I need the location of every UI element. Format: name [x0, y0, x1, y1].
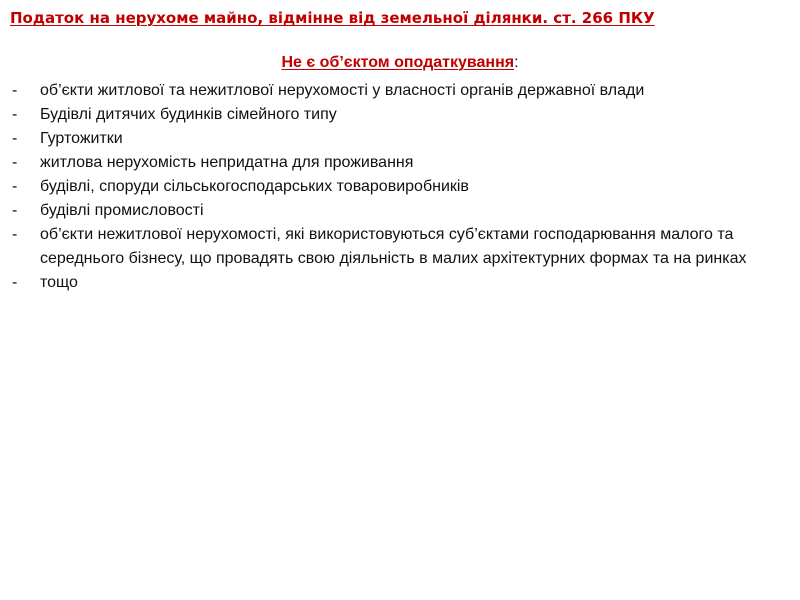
dash-bullet: -	[12, 202, 18, 219]
subtitle	[0, 53, 800, 73]
page-title: Податок на нерухоме майно, відмінне від земельної ділянки. ст. 266 ПКУ	[10, 9, 655, 27]
dash-bullet: -	[12, 274, 18, 291]
list-item-text: тощо	[40, 274, 78, 291]
list-item	[0, 79, 790, 103]
list-item	[0, 223, 790, 271]
list-item-text: будівлі, споруди сільськогосподарських товаровиробників	[40, 178, 469, 195]
list-item-text: будівлі промисловості	[40, 202, 204, 219]
exemption-list	[0, 79, 790, 295]
list-item	[0, 151, 790, 175]
dash-bullet: -	[12, 106, 18, 123]
subtitle-text: Не є об’єктом оподаткування	[281, 54, 515, 71]
list-item-text: житлова нерухомість непридатна для проживання	[40, 154, 414, 171]
list-item-text: Гуртожитки	[40, 130, 123, 147]
subtitle-colon: :	[514, 54, 519, 71]
list-item	[0, 199, 790, 223]
list-item-text: об’єкти нежитлової нерухомості, які використовуються суб’єктами господарювання малого та середнього бізнесу, що провадять свою діяльність в малих архітектурних формах та на ринках	[40, 226, 747, 267]
list-item	[0, 271, 790, 295]
list-item	[0, 175, 790, 199]
dash-bullet: -	[12, 178, 18, 195]
dash-bullet: -	[12, 154, 18, 171]
dash-bullet: -	[12, 82, 18, 99]
dash-bullet: -	[12, 226, 18, 243]
dash-bullet: -	[12, 130, 18, 147]
list-item	[0, 103, 790, 127]
list-item-text: Будівлі дитячих будинків сімейного типу	[40, 106, 337, 123]
list-item-text: об’єкти житлової та нежитлової нерухомості у власності органів державної влади	[40, 82, 645, 99]
list-item	[0, 127, 790, 151]
